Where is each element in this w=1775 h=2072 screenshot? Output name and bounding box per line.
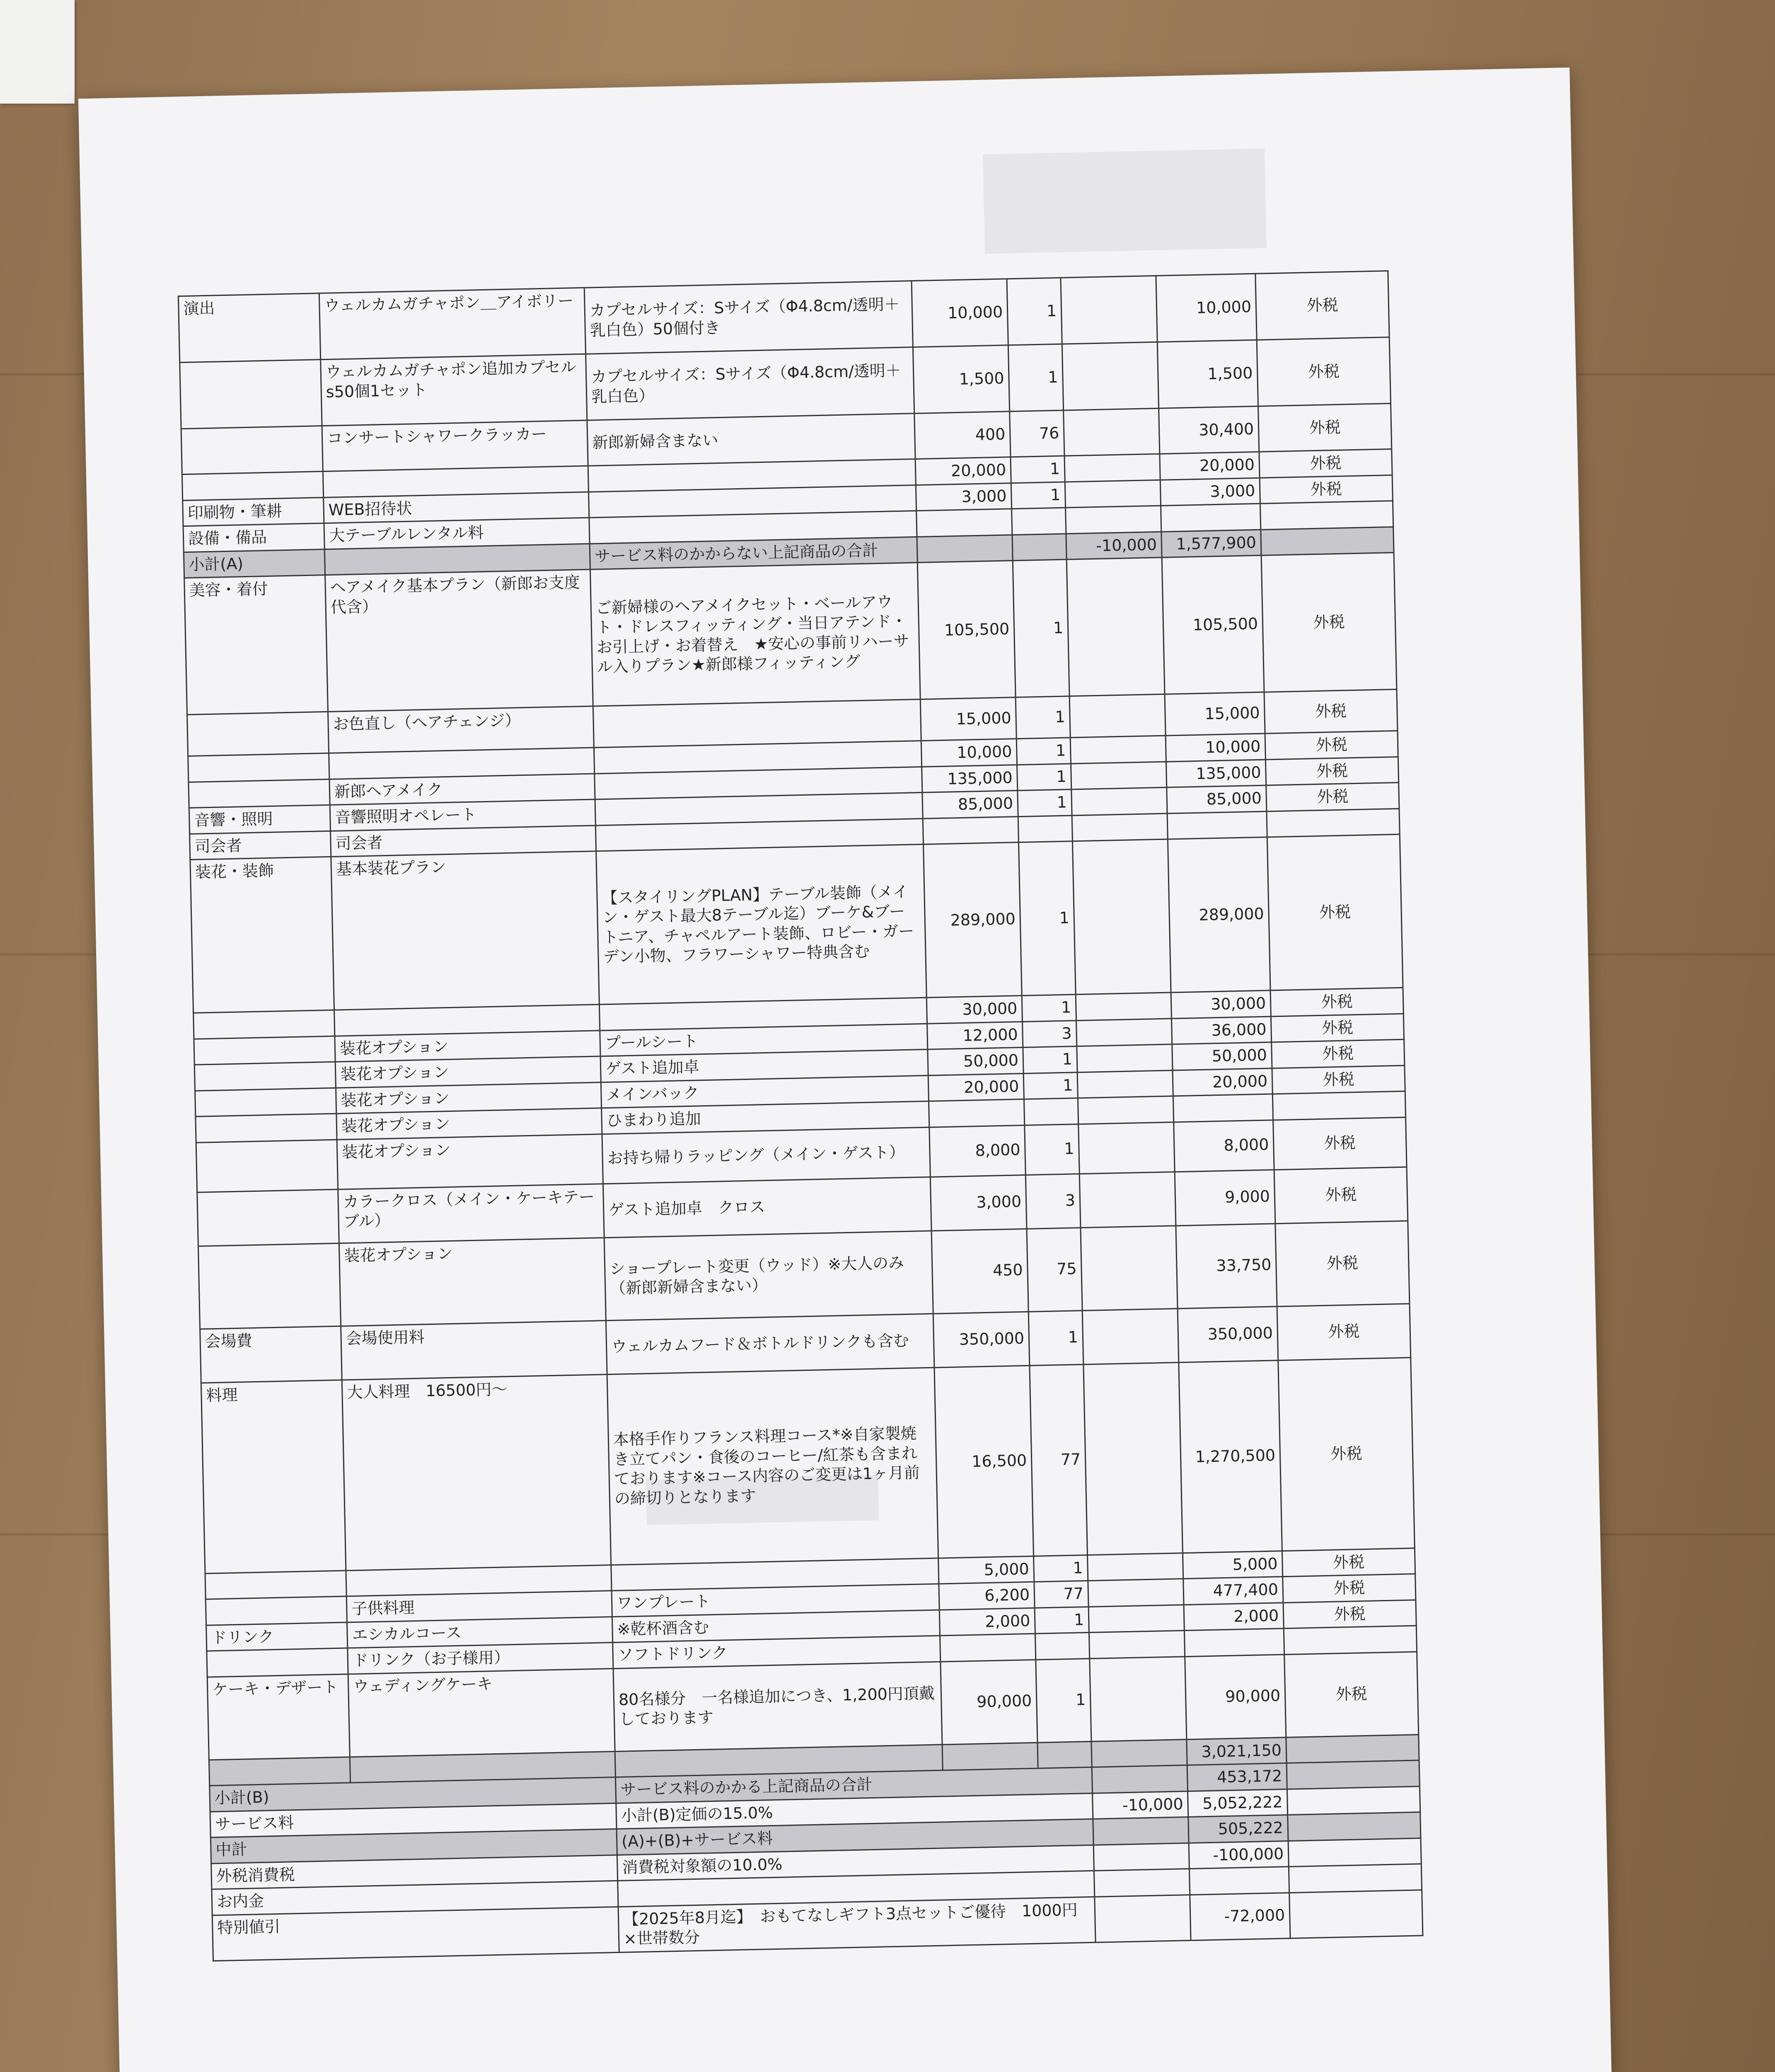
tax-type-cell bbox=[1260, 501, 1393, 530]
unit-price-cell: 3,000 bbox=[916, 483, 1011, 511]
quantity-cell: 1 bbox=[1011, 456, 1065, 483]
category-cell: 印刷物・筆耕 bbox=[183, 497, 324, 526]
tax-type-cell: 外税 bbox=[1284, 1651, 1419, 1737]
summary-discount bbox=[1095, 1895, 1191, 1942]
quantity-cell: 3 bbox=[1025, 1174, 1081, 1229]
item-cell: 装花オプション bbox=[335, 1030, 600, 1062]
description-cell: ひまわり追加 bbox=[602, 1101, 929, 1134]
amount-cell bbox=[1161, 503, 1261, 532]
amount-cell: 50,000 bbox=[1172, 1042, 1272, 1070]
amount-cell: 135,000 bbox=[1166, 760, 1266, 788]
item-cell: 新郎ヘアメイク bbox=[329, 774, 595, 805]
description-cell: お持ち帰りラッピング（メイン・ゲスト） bbox=[602, 1127, 930, 1184]
category-cell bbox=[194, 1062, 336, 1091]
item-cell: 大人料理 16500円〜 bbox=[342, 1374, 611, 1570]
description-cell: ※乾杯酒含む bbox=[612, 1610, 940, 1643]
amount-cell bbox=[1167, 811, 1267, 840]
unit-price-cell: 5,000 bbox=[938, 1556, 1034, 1584]
summary-discount bbox=[1094, 1869, 1190, 1897]
quantity-cell bbox=[1012, 508, 1066, 535]
amount-cell: 2,000 bbox=[1184, 1602, 1284, 1631]
unit-price-cell bbox=[923, 816, 1018, 844]
category-cell: 演出 bbox=[178, 293, 320, 363]
discount-cell bbox=[1078, 1096, 1173, 1124]
unit-price-cell: 289,000 bbox=[924, 842, 1022, 998]
quantity-cell: 1 bbox=[1007, 278, 1062, 345]
description-cell: カプセルサイズ：Sサイズ（Φ4.8cm/透明＋乳白色）50個付き bbox=[584, 281, 913, 354]
category-cell: 装花・装飾 bbox=[190, 857, 334, 1013]
discount-cell bbox=[1088, 1579, 1184, 1607]
unit-price-cell: 10,000 bbox=[921, 739, 1017, 767]
unit-price-cell: 30,000 bbox=[926, 996, 1022, 1024]
quantity-cell: 1 bbox=[1016, 696, 1070, 739]
summary-label: サービス料 bbox=[210, 1803, 617, 1837]
amount-cell: 1,500 bbox=[1157, 340, 1258, 408]
category-cell: 美容・着付 bbox=[184, 575, 328, 715]
tax-type-cell: 外税 bbox=[1272, 1065, 1405, 1094]
discount-cell bbox=[1072, 813, 1168, 841]
discount-cell bbox=[1071, 762, 1166, 789]
discount-cell bbox=[1069, 694, 1166, 738]
summary-empty-cell bbox=[1287, 1786, 1420, 1815]
summary-amount: 5,052,222 bbox=[1187, 1789, 1287, 1817]
amount-cell: 9,000 bbox=[1175, 1169, 1275, 1225]
discount-cell bbox=[1062, 342, 1158, 410]
discount-cell bbox=[1081, 1225, 1178, 1310]
quantity-cell: 1 bbox=[1023, 1046, 1077, 1073]
unit-price-cell: 15,000 bbox=[920, 697, 1016, 741]
unit-price-cell: 20,000 bbox=[915, 457, 1011, 485]
table-row bbox=[184, 552, 1397, 714]
quantity-cell bbox=[1012, 534, 1066, 561]
category-cell: 音響・照明 bbox=[189, 805, 330, 834]
tax-type-cell: 外税 bbox=[1278, 1358, 1415, 1551]
discount-cell bbox=[1077, 1070, 1173, 1098]
description-cell: ご新婦様のヘアメイクセット・ベールアウト・ドレスフィッティング・当日アテンド・お引上げ・お着替え ★安心の事前リハーサル入りプラン★新郎様フィッティング bbox=[590, 563, 920, 706]
amount-cell: 30,400 bbox=[1159, 406, 1259, 454]
discount-cell bbox=[1064, 408, 1160, 456]
summary-label: お内金 bbox=[212, 1881, 618, 1915]
quantity-cell bbox=[1037, 1741, 1092, 1768]
description-cell: カプセルサイズ：Sサイズ（Φ4.8cm/透明＋乳白色） bbox=[586, 347, 914, 421]
tax-type-cell bbox=[1286, 1734, 1419, 1763]
summary-empty-cell bbox=[1288, 1812, 1421, 1841]
amount-cell: 477,400 bbox=[1183, 1577, 1283, 1605]
amount-cell: 10,000 bbox=[1156, 274, 1257, 342]
item-cell: ウェディングケーキ bbox=[348, 1668, 615, 1757]
unit-price-cell: 3,000 bbox=[930, 1175, 1027, 1231]
estimate-table bbox=[178, 270, 1424, 1961]
discount-cell bbox=[1070, 736, 1166, 763]
quantity-cell: 1 bbox=[1034, 1555, 1088, 1582]
discount-cell bbox=[1091, 1739, 1187, 1767]
description-cell: ウェルカムフード＆ボトルドリンクも含む bbox=[606, 1314, 934, 1375]
summary-label: 外税消費税 bbox=[211, 1855, 618, 1889]
tax-type-cell: 外税 bbox=[1271, 1014, 1404, 1042]
unit-price-cell bbox=[917, 535, 1013, 562]
category-cell bbox=[209, 1757, 350, 1786]
amount-cell: 1,270,500 bbox=[1179, 1360, 1282, 1553]
tax-type-cell: 外税 bbox=[1257, 337, 1390, 407]
category-cell bbox=[188, 753, 329, 782]
quantity-cell bbox=[1018, 815, 1072, 842]
quantity-cell bbox=[1024, 1098, 1078, 1125]
discount-cell bbox=[1088, 1605, 1184, 1632]
amount-cell: 15,000 bbox=[1165, 692, 1265, 736]
amount-cell: 350,000 bbox=[1178, 1306, 1278, 1362]
summary-description: 小計(B)定価の15.0% bbox=[616, 1793, 1093, 1829]
quantity-cell: 1 bbox=[1018, 789, 1072, 816]
tax-type-cell: 外税 bbox=[1275, 1221, 1410, 1307]
category-cell bbox=[196, 1113, 337, 1143]
description-cell: ショープレート変更（ウッド）※大人のみ（新郎新婦含まない） bbox=[604, 1231, 933, 1321]
summary-amount: 505,222 bbox=[1188, 1815, 1288, 1843]
description-cell: 本格手作りフランス料理コース*※自家製焼き立てパン・食後のコーヒー/紅茶も含まれております※コース内容のご変更は1ヶ月前の締切りとなります bbox=[607, 1368, 938, 1565]
amount-cell: 30,000 bbox=[1171, 990, 1271, 1019]
estimate-rows bbox=[178, 271, 1419, 1786]
discount-cell bbox=[1079, 1122, 1175, 1174]
description-cell: プールシート bbox=[600, 1024, 928, 1056]
tax-type-cell bbox=[1261, 527, 1394, 555]
tax-type-cell bbox=[1272, 1091, 1405, 1120]
category-cell: 会場費 bbox=[200, 1326, 342, 1383]
item-cell: ウェルカムガチャポン＿アイボリー bbox=[319, 288, 585, 359]
amount-cell: 36,000 bbox=[1171, 1016, 1271, 1044]
tax-type-cell: 外税 bbox=[1283, 1600, 1416, 1628]
category-cell bbox=[189, 779, 330, 808]
description-cell bbox=[593, 699, 921, 748]
tax-type-cell: 外税 bbox=[1259, 449, 1392, 478]
item-cell: 大テーブルレンタル料 bbox=[324, 518, 590, 549]
item-cell: 装花オプション bbox=[335, 1056, 601, 1088]
discount-cell bbox=[1066, 506, 1161, 533]
category-cell bbox=[198, 1243, 341, 1329]
tax-type-cell: 外税 bbox=[1260, 475, 1393, 503]
tax-type-cell: 外税 bbox=[1264, 689, 1398, 733]
summary-discount bbox=[1092, 1765, 1187, 1793]
item-cell: コンサートシャワークラッカー bbox=[322, 420, 588, 471]
description-cell: メインバック bbox=[601, 1075, 929, 1108]
tax-type-cell: 外税 bbox=[1282, 1548, 1415, 1576]
unit-price-cell bbox=[929, 1099, 1024, 1127]
discount-cell bbox=[1077, 1044, 1173, 1072]
category-cell: 料理 bbox=[201, 1380, 346, 1573]
discount-cell bbox=[1079, 1172, 1176, 1227]
summary-label: 中計 bbox=[210, 1829, 617, 1863]
item-cell: ドリンク（お子様用） bbox=[348, 1643, 613, 1674]
unit-price-cell: 50,000 bbox=[928, 1047, 1023, 1075]
discount-cell bbox=[1061, 276, 1157, 344]
summary-description: サービス料のかかる上記商品の合計 bbox=[615, 1767, 1092, 1803]
quantity-cell: 1 bbox=[1011, 482, 1065, 509]
amount-cell: 289,000 bbox=[1168, 837, 1270, 992]
unit-price-cell: 135,000 bbox=[922, 765, 1018, 792]
unit-price-cell: 12,000 bbox=[927, 1021, 1023, 1049]
quantity-cell: 1 bbox=[1017, 763, 1071, 790]
category-cell: 小計(A) bbox=[184, 549, 325, 578]
tax-type-cell: 外税 bbox=[1273, 1117, 1407, 1170]
summary-label: 小計(B) bbox=[210, 1777, 616, 1811]
category-cell: 設備・備品 bbox=[183, 523, 324, 552]
amount-cell: 105,500 bbox=[1162, 555, 1264, 694]
corner-paper bbox=[0, 0, 75, 104]
unit-price-cell: 10,000 bbox=[912, 279, 1008, 347]
quantity-cell: 1 bbox=[1028, 1310, 1083, 1365]
summary-label: 特別値引 bbox=[212, 1907, 619, 1961]
tax-type-cell: 外税 bbox=[1272, 1039, 1405, 1068]
quantity-cell: 77 bbox=[1034, 1581, 1088, 1607]
category-cell bbox=[193, 1010, 335, 1039]
redacted-area bbox=[983, 148, 1267, 254]
summary-description: 消費税対象額の10.0% bbox=[617, 1845, 1094, 1881]
amount-cell: 20,000 bbox=[1173, 1068, 1272, 1096]
table-row bbox=[201, 1358, 1415, 1573]
unit-price-cell: 20,000 bbox=[928, 1073, 1024, 1101]
discount-cell bbox=[1090, 1656, 1187, 1741]
discount-cell bbox=[1089, 1631, 1185, 1658]
tax-type-cell: 外税 bbox=[1265, 757, 1398, 785]
category-cell: ケーキ・デザート bbox=[207, 1674, 350, 1760]
amount-cell: 3,021,150 bbox=[1187, 1737, 1287, 1765]
quantity-cell: 3 bbox=[1023, 1020, 1077, 1047]
discount-cell bbox=[1083, 1362, 1183, 1555]
quantity-cell: 1 bbox=[1025, 1124, 1079, 1175]
amount-cell: 90,000 bbox=[1185, 1654, 1286, 1739]
tax-type-cell: 外税 bbox=[1270, 988, 1403, 1016]
category-cell: 司会者 bbox=[190, 831, 331, 860]
summary-amount bbox=[1189, 1866, 1289, 1895]
unit-price-cell bbox=[940, 1634, 1036, 1661]
item-cell: ウェルカムガチャポン追加カプセルs50個1セット bbox=[321, 354, 587, 426]
summary-rows bbox=[210, 1760, 1423, 1961]
summary-description: (A)+(B)+サービス料 bbox=[617, 1819, 1093, 1855]
summary-discount bbox=[1093, 1843, 1189, 1871]
amount-cell: 8,000 bbox=[1174, 1120, 1274, 1172]
summary-amount: 453,172 bbox=[1187, 1763, 1287, 1791]
summary-empty-cell bbox=[1288, 1838, 1421, 1866]
item-cell: ヘアメイク基本プラン（新郎お支度代含） bbox=[325, 569, 593, 712]
description-cell: 【スタイリングPLAN】テーブル装飾（メイン・ゲスト最大8テーブル迄）ブーケ&ブートニア、チャペルアート装飾、ロビー・ガーデン小物、フラワーシャワー特典含む bbox=[596, 844, 927, 1004]
amount-cell: 20,000 bbox=[1160, 452, 1260, 480]
description-cell: 新郎新婦含まない bbox=[587, 414, 915, 466]
description-cell: サービス料のかからない上記商品の合計 bbox=[590, 537, 917, 569]
unit-price-cell: 2,000 bbox=[939, 1608, 1035, 1636]
unit-price-cell: 400 bbox=[914, 411, 1011, 459]
discount-cell bbox=[1064, 454, 1160, 482]
discount-cell: -10,000 bbox=[1066, 532, 1162, 559]
tax-type-cell: 外税 bbox=[1255, 271, 1389, 340]
unit-price-cell: 8,000 bbox=[929, 1125, 1025, 1177]
quantity-cell bbox=[1035, 1632, 1089, 1659]
tax-type-cell: 外税 bbox=[1261, 552, 1397, 692]
discount-cell bbox=[1071, 787, 1167, 815]
quantity-cell: 1 bbox=[1016, 738, 1071, 765]
tax-type-cell bbox=[1267, 808, 1400, 837]
category-cell bbox=[205, 1570, 346, 1599]
category-cell bbox=[182, 472, 323, 501]
item-cell: WEB招待状 bbox=[324, 492, 589, 523]
tax-type-cell bbox=[1284, 1626, 1417, 1654]
item-cell: 装花オプション bbox=[336, 1082, 601, 1113]
amount-cell: 33,750 bbox=[1176, 1223, 1277, 1308]
quantity-cell: 77 bbox=[1030, 1364, 1088, 1556]
description-cell: ソフトドリンク bbox=[613, 1636, 941, 1668]
category-cell bbox=[187, 712, 329, 756]
quantity-cell: 1 bbox=[1036, 1658, 1091, 1743]
amount-cell bbox=[1173, 1094, 1273, 1122]
item-cell: カラークロス（メイン・ケーキテーブル） bbox=[338, 1184, 605, 1243]
quantity-cell: 1 bbox=[1022, 995, 1076, 1021]
item-cell: お色直し（ヘアチェンジ） bbox=[328, 706, 594, 753]
item-cell: 会場使用料 bbox=[341, 1320, 607, 1380]
tax-type-cell: 外税 bbox=[1265, 731, 1398, 759]
summary-discount: -10,000 bbox=[1093, 1791, 1188, 1819]
summary-empty-cell bbox=[1289, 1890, 1423, 1938]
tax-type-cell: 外税 bbox=[1267, 834, 1403, 990]
quantity-cell: 1 bbox=[1013, 559, 1069, 697]
amount-cell: 85,000 bbox=[1167, 785, 1267, 813]
item-cell: 子供料理 bbox=[346, 1591, 612, 1622]
discount-cell bbox=[1066, 557, 1165, 696]
unit-price-cell: 90,000 bbox=[941, 1660, 1037, 1745]
amount-cell: 5,000 bbox=[1183, 1551, 1282, 1579]
description-cell: ゲスト追加卓 クロス bbox=[603, 1177, 931, 1238]
unit-price-cell bbox=[942, 1743, 1038, 1770]
category-cell bbox=[194, 1036, 335, 1065]
quantity-cell: 75 bbox=[1027, 1227, 1082, 1312]
item-cell: 基本装花プラン bbox=[331, 851, 600, 1010]
amount-cell bbox=[1184, 1629, 1284, 1657]
category-cell bbox=[195, 1088, 336, 1117]
discount-cell bbox=[1087, 1553, 1183, 1581]
quantity-cell: 1 bbox=[1018, 841, 1076, 996]
category-cell bbox=[206, 1596, 347, 1625]
quantity-cell: 1 bbox=[1035, 1607, 1089, 1634]
tax-type-cell: 外税 bbox=[1283, 1574, 1416, 1602]
discount-cell bbox=[1082, 1308, 1179, 1364]
summary-description: 【2025年8月迄】 おもてなしギフト3点セットご優待 1000円×世帯数分 bbox=[618, 1897, 1095, 1952]
item-cell: 音響照明オペレート bbox=[330, 799, 595, 831]
tax-type-cell: 外税 bbox=[1258, 404, 1392, 452]
item-cell: 司会者 bbox=[331, 825, 596, 857]
unit-price-cell: 6,200 bbox=[939, 1582, 1035, 1610]
tax-type-cell: 外税 bbox=[1274, 1167, 1408, 1224]
tax-type-cell: 外税 bbox=[1277, 1304, 1411, 1360]
category-cell bbox=[196, 1140, 338, 1192]
description-cell: ワンプレート bbox=[612, 1584, 939, 1617]
tax-type-cell: 外税 bbox=[1266, 782, 1399, 811]
category-cell bbox=[197, 1189, 339, 1246]
category-cell bbox=[181, 426, 323, 474]
estimate-sheet bbox=[78, 68, 1612, 2072]
amount-cell: 1,577,900 bbox=[1161, 530, 1261, 558]
summary-empty-cell bbox=[1287, 1760, 1420, 1789]
category-cell bbox=[207, 1648, 348, 1677]
item-cell: 装花オプション bbox=[337, 1134, 603, 1189]
summary-amount: -72,000 bbox=[1190, 1893, 1290, 1940]
summary-amount: -100,000 bbox=[1189, 1841, 1289, 1869]
unit-price-cell: 85,000 bbox=[922, 791, 1018, 818]
discount-cell bbox=[1076, 992, 1171, 1020]
unit-price-cell bbox=[917, 509, 1012, 537]
quantity-cell: 1 bbox=[1008, 344, 1063, 411]
unit-price-cell: 16,500 bbox=[934, 1365, 1034, 1558]
item-cell: エシカルコース bbox=[347, 1617, 613, 1648]
category-cell: ドリンク bbox=[206, 1622, 348, 1651]
amount-cell: 10,000 bbox=[1166, 733, 1265, 762]
description-cell: ゲスト追加卓 bbox=[600, 1049, 928, 1082]
summary-empty-cell bbox=[1289, 1864, 1422, 1893]
description-cell: 80名様分 一名様追加につき、1,200円頂戴しております bbox=[613, 1661, 942, 1751]
unit-price-cell: 1,500 bbox=[913, 345, 1009, 414]
table-row bbox=[190, 834, 1403, 1013]
summary-discount bbox=[1093, 1817, 1189, 1845]
discount-cell bbox=[1072, 839, 1171, 995]
unit-price-cell: 450 bbox=[931, 1229, 1028, 1314]
item-cell: 装花オプション bbox=[339, 1237, 606, 1326]
category-cell bbox=[180, 360, 322, 429]
unit-price-cell: 105,500 bbox=[917, 561, 1016, 700]
amount-cell: 3,000 bbox=[1160, 478, 1260, 506]
discount-cell bbox=[1076, 1018, 1172, 1046]
discount-cell bbox=[1065, 480, 1161, 508]
unit-price-cell: 350,000 bbox=[933, 1312, 1030, 1368]
quantity-cell: 76 bbox=[1010, 410, 1064, 457]
quantity-cell: 1 bbox=[1023, 1072, 1078, 1099]
item-cell: 装花オプション bbox=[336, 1108, 602, 1140]
